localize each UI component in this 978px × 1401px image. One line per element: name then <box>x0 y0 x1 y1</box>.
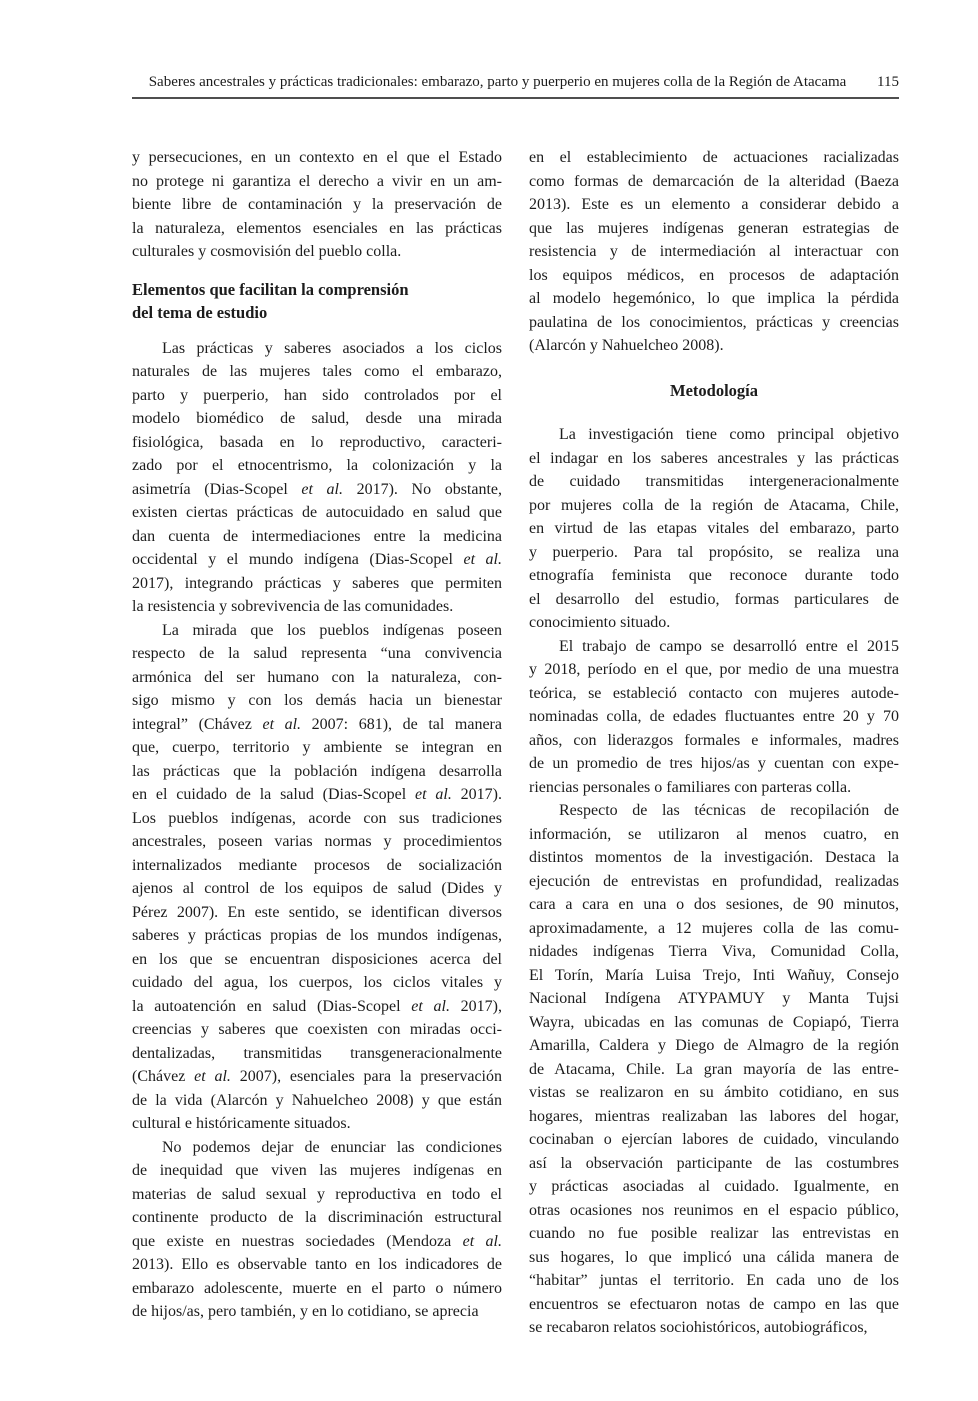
text-line: 2017), integrando prácticas y saberes que permiten <box>132 574 502 592</box>
text-line: parto y puerperio, han sido controlados por el <box>132 386 502 404</box>
text-line: sus hogares, lo que implicó una cálida manera de <box>529 1248 899 1266</box>
text-line: ajenos al control de los equipos de salud (Dides y <box>132 880 502 897</box>
text-line: creencias y saberes que coexisten con miradas occi- <box>132 1021 502 1038</box>
page-header <box>132 72 899 99</box>
text-line: teórica, se estableció contacto con mujeres autode- <box>529 684 899 702</box>
text-line: ancestrales, poseen varias normas y procedimientos <box>132 833 502 850</box>
text-line: continente producto de la discriminación estructural <box>132 1209 502 1226</box>
right-column <box>529 146 899 1340</box>
text-line: riencias personales o familiares con parteras colla. <box>529 778 852 796</box>
text-line: Metodología <box>670 380 758 400</box>
text-line: (Chávez et al. 2007), esenciales para la preservación <box>132 1068 502 1085</box>
text-line: distintos momentos de la investigación. Destaca la <box>529 849 899 866</box>
text-line: Los pueblos indígenas, acorde con sus tradiciones <box>132 809 502 827</box>
text-line: la naturaleza, elementos esenciales en las prácticas <box>132 219 502 237</box>
text-line: que existe en nuestras sociedades (Mendoza et al. <box>132 1232 502 1250</box>
section-heading <box>132 278 502 325</box>
text-line: 2013). Ello es observable tanto en los indicadores de <box>132 1256 502 1273</box>
text-line: en virtud de las etapas vitales del embarazo, parto <box>529 520 899 537</box>
paragraph <box>132 619 502 1136</box>
paragraph <box>529 146 899 358</box>
text-line: Pérez 2007). En este sentido, se identifican diversos <box>132 903 502 921</box>
text-line: “habitar” juntas el territorio. En cada uno de los <box>529 1272 899 1289</box>
text-line: hogares, mientras realizaban las labores del hogar, <box>529 1107 899 1125</box>
text-line: de la vida (Alarcón y Nahuelcheo 2008) y que están <box>132 1091 502 1109</box>
text-line: respecto de la salud representa “una convivencia <box>132 645 502 662</box>
running-head <box>132 72 899 92</box>
text-line: los equipos médicos, en procesos de adaptación <box>529 266 899 284</box>
header-rule <box>132 97 899 99</box>
text-line: se recabaron relatos sociohistóricos, autobiográficos, <box>529 1319 868 1336</box>
text-line: naturales de las mujeres tales como el embarazo, <box>132 363 502 380</box>
text-line: saberes y prácticas propias de los mundos indígenas, <box>132 927 502 944</box>
two-column-body <box>132 146 899 1340</box>
text-line: Las prácticas y saberes asociados a los ciclos <box>162 339 502 357</box>
text-line: armónica del ser humano con la naturaleza, con- <box>132 668 502 686</box>
text-line: el desarrollo del estudio, formas particulares de <box>529 590 899 608</box>
paragraph <box>529 635 899 800</box>
text-line: (Alarcón y Nahuelcheo 2008). <box>529 337 724 354</box>
text-line: años, con liderazgos formales e informales, madres <box>529 731 899 749</box>
text-line: en el cuidado de la salud (Dias-Scopel et al. 2017). <box>132 786 503 803</box>
text-line: sigo mismo y con los demás hacia un bienestar <box>132 692 502 709</box>
text-line: de un promedio de tres hijos/as y cuentan con expe- <box>529 755 899 772</box>
text-line: asimetría (Dias-Scopel et al. 2017). No obstante, <box>132 480 503 498</box>
text-line: occidental y el mundo indígena (Dias-Scopel et al. <box>132 551 502 568</box>
text-line: modelo biomédico de salud, desde una mirada <box>132 410 502 427</box>
text-line: cocinaban o ejercían labores de cuidado, vinculando <box>529 1131 899 1148</box>
page-number: 115 <box>877 74 899 90</box>
paragraph <box>132 337 502 619</box>
text-line: de Atacama, Chile. La gran mayoría de las entre- <box>529 1060 899 1078</box>
text-line: culturales y cosmovisión del pueblo colla. <box>132 243 402 260</box>
text-line: Nacional Indígena ATYPAMUY y Manta Tujsi <box>529 990 899 1007</box>
text-line: Amarilla, Caldera y Diego de Almagro de la región <box>529 1037 899 1054</box>
text-line: conocimiento situado. <box>529 614 671 631</box>
text-line: cara a cara en una o dos sesiones, de 90 minutos, <box>529 896 899 913</box>
text-line: y puerperio. Para tal propósito, se realiza una <box>529 543 899 561</box>
text-line: la resistencia y sobrevivencia de las comunidades. <box>132 598 454 615</box>
running-title: Saberes ancestrales y prácticas tradicionales: embarazo, parto y puerperio en mujeres colla de la Región de Atacama <box>148 74 847 90</box>
text-line: que, cuerpo, territorio y ambiente se integran en <box>132 739 502 756</box>
text-line: del tema de estudio <box>132 303 268 322</box>
text-line: fisiológica, basada en lo reproductivo, caracteri- <box>132 433 502 451</box>
text-line: y prácticas asociadas al cuidado. Igualmente, en <box>529 1178 899 1195</box>
text-line: vistas se realizaron en su ámbito cotidiano, en sus <box>529 1084 899 1101</box>
text-line: existen ciertas prácticas de autocuidado en salud que <box>132 504 502 521</box>
text-line: embarazo adolescente, muerte en el parto o número <box>132 1279 502 1297</box>
text-line: las prácticas que la población indígena desarrolla <box>132 762 502 780</box>
text-line: Elementos que facilitan la comprensión <box>132 279 409 299</box>
text-line: y 2018, período en el que, por medio de una muestra <box>529 661 899 678</box>
text-line: La mirada que los pueblos indígenas poseen <box>162 621 502 639</box>
paragraph <box>132 1136 502 1324</box>
text-line: en el establecimiento de actuaciones racializadas <box>529 149 899 166</box>
text-line: integral” (Chávez et al. 2007: 681), de tal manera <box>132 715 502 733</box>
text-line: por mujeres colla de la región de Atacama, Chile, <box>529 496 899 514</box>
text-line: otras ocasiones nos reunimos en el espacio público, <box>529 1201 899 1219</box>
text-line: No podemos dejar de enunciar las condiciones <box>162 1138 502 1156</box>
text-line: aproximadamente, a 12 mujeres colla de las comu- <box>529 919 899 937</box>
text-line: paulatina de los conocimientos, prácticas y creencias <box>529 313 899 331</box>
text-line: resistencia y de intermediación al interactuar con <box>529 243 899 260</box>
text-line: Respecto de las técnicas de recopilación de <box>559 802 899 819</box>
text-line: así la observación participante de las costumbres <box>529 1154 899 1172</box>
text-line: dan cuenta de intermediaciones entre la medicina <box>132 527 502 545</box>
text-line: El trabajo de campo se desarrolló entre el 2015 <box>559 637 899 655</box>
text-line: el indagar en los saberes ancestrales y las prácticas <box>529 449 899 467</box>
paragraph <box>529 423 899 635</box>
text-line: de cuidado transmitidas intergeneracionalmente <box>529 473 899 490</box>
paragraph <box>529 799 899 1340</box>
text-line: Wayra, ubicadas en las comunas de Copiapó, Tierra <box>529 1013 899 1031</box>
section-heading <box>529 379 899 403</box>
text-line: zado por el etnocentrismo, la colonización y la <box>132 457 502 474</box>
text-line: y persecuciones, en un contexto en el que el Estado <box>132 149 502 166</box>
text-line: El Torín, María Luisa Trejo, Inti Wañuy, Consejo <box>529 966 899 984</box>
text-line: cuidado del agua, los cuerpos, los ciclos vitales y <box>132 974 502 991</box>
text-line: ejecución de entrevistas en profundidad, realizadas <box>529 872 899 890</box>
text-line: nominadas colla, de edades fluctuantes entre 20 y 70 <box>529 708 899 725</box>
text-line: encuentros se efectuaron notas de campo en las que <box>529 1295 899 1313</box>
text-line: materias de salud sexual y reproductiva en todo el <box>132 1185 502 1203</box>
text-line: dentalizadas, transmitidas transgeneracionalmente <box>132 1044 502 1062</box>
paragraph <box>132 146 502 264</box>
text-line: no protege ni garantiza el derecho a vivir en un am- <box>132 172 502 190</box>
text-line: la autoatención en salud (Dias-Scopel et al. 2017), <box>132 997 502 1015</box>
left-column <box>132 146 502 1340</box>
text-line: como formas de demarcación de la alteridad (Baeza <box>529 172 899 190</box>
text-line: cuando no fue posible realizar las entrevistas en <box>529 1225 899 1242</box>
text-line: en los que se encuentran disposiciones acerca del <box>132 950 502 968</box>
text-line: internalizados mediante procesos de socialización <box>132 856 502 874</box>
text-line: nidades indígenas Tierra Viva, Comunidad Colla, <box>529 943 899 960</box>
text-line: de inequidad que viven las mujeres indígenas en <box>132 1162 502 1179</box>
text-line: La investigación tiene como principal objetivo <box>559 426 899 443</box>
text-line: etnografía feminista que reconoce durante todo <box>529 567 899 584</box>
text-line: cultural e históricamente situados. <box>132 1115 351 1132</box>
text-line: de hijos/as, pero también, y en lo cotidiano, se aprecia <box>132 1303 479 1320</box>
text-line: información, se utilizaron al menos cuatro, en <box>529 825 899 843</box>
text-line: 2013). Este es un elemento a considerar debido a <box>529 196 899 213</box>
text-line: biente libre de contaminación y la preservación de <box>132 196 502 213</box>
text-line: que las mujeres indígenas generan estrategias de <box>529 219 899 237</box>
text-line: al modelo hegemónico, lo que implica la pérdida <box>529 290 899 307</box>
